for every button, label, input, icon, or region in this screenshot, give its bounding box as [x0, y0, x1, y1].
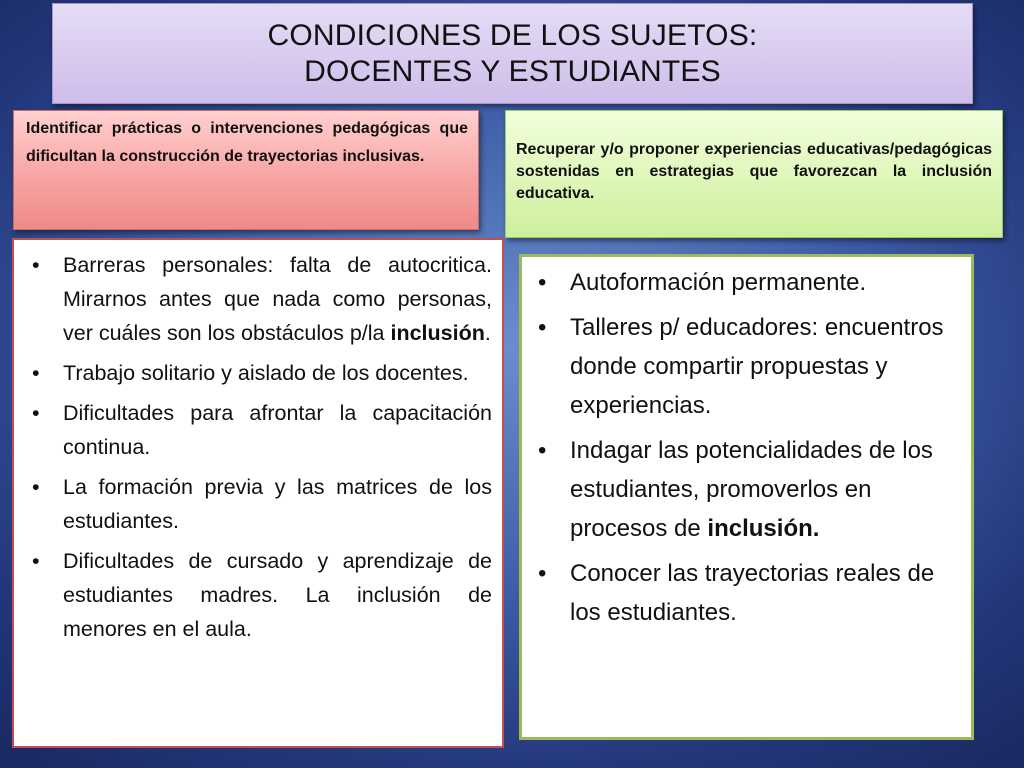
list-item-text: Autoformación permanente. [570, 269, 867, 296]
right-content-panel [519, 254, 974, 740]
list-item [532, 308, 959, 425]
left-header-box: Identificar prácticas o intervenciones pedagógicas que dificultan la construcción de trayectorias inclusivas. [13, 110, 479, 230]
list-item-text: La formación previa y las matrices de los estudiantes. [63, 475, 492, 533]
left-bullet-list [28, 248, 492, 646]
bullet-icon: • [32, 549, 40, 573]
list-item [28, 396, 492, 464]
right-bullet-list [532, 263, 959, 632]
bullet-icon: • [32, 475, 40, 499]
list-item-bold-text: inclusión [390, 321, 485, 345]
list-item [28, 470, 492, 538]
bullet-icon: • [32, 401, 40, 425]
list-item-text-end: . [484, 321, 491, 345]
list-item [532, 431, 959, 548]
list-item-text: Conocer las trayectorias reales de los estudiantes. [570, 560, 935, 626]
bullet-icon: • [538, 437, 547, 464]
list-item-text: Talleres p/ educadores: encuentros donde compartir propuestas y experiencias. [570, 314, 944, 419]
list-item [28, 248, 492, 350]
right-header-box: Recuperar y/o proponer experiencias educativas/pedagógicas sostenidas en estrategias que favorezcan la inclusión educativa. [505, 110, 1003, 238]
bullet-icon: • [538, 560, 547, 587]
left-content-panel [12, 238, 504, 748]
slide-title-line-1: CONDICIONES DE LOS SUJETOS: [267, 18, 758, 52]
list-item [28, 356, 492, 390]
list-item [532, 554, 959, 632]
bullet-icon: • [32, 253, 40, 277]
bullet-icon: • [538, 314, 547, 341]
bullet-icon: • [538, 269, 547, 296]
list-item-bold-text: inclusión. [707, 515, 820, 542]
list-item-text: Dificultades de cursado y aprendizaje de estudiantes madres. La inclusión de menores en el aula. [63, 549, 492, 641]
list-item [532, 263, 959, 302]
slide-title-box [52, 3, 973, 104]
list-item-text: Barreras personales: falta de autocritica. Mirarnos antes que nada como personas, ver cuáles son los obstáculos p/la [63, 253, 492, 345]
slide-title-line-2: DOCENTES Y ESTUDIANTES [304, 54, 721, 88]
list-item [28, 544, 492, 646]
list-item-text: Dificultades para afrontar la capacitación continua. [63, 401, 492, 459]
list-item-text: Trabajo solitario y aislado de los docentes. [63, 361, 469, 385]
list-item-text: Indagar las potencialidades de los estudiantes, promoverlos en procesos de [570, 437, 933, 542]
bullet-icon: • [32, 361, 40, 385]
